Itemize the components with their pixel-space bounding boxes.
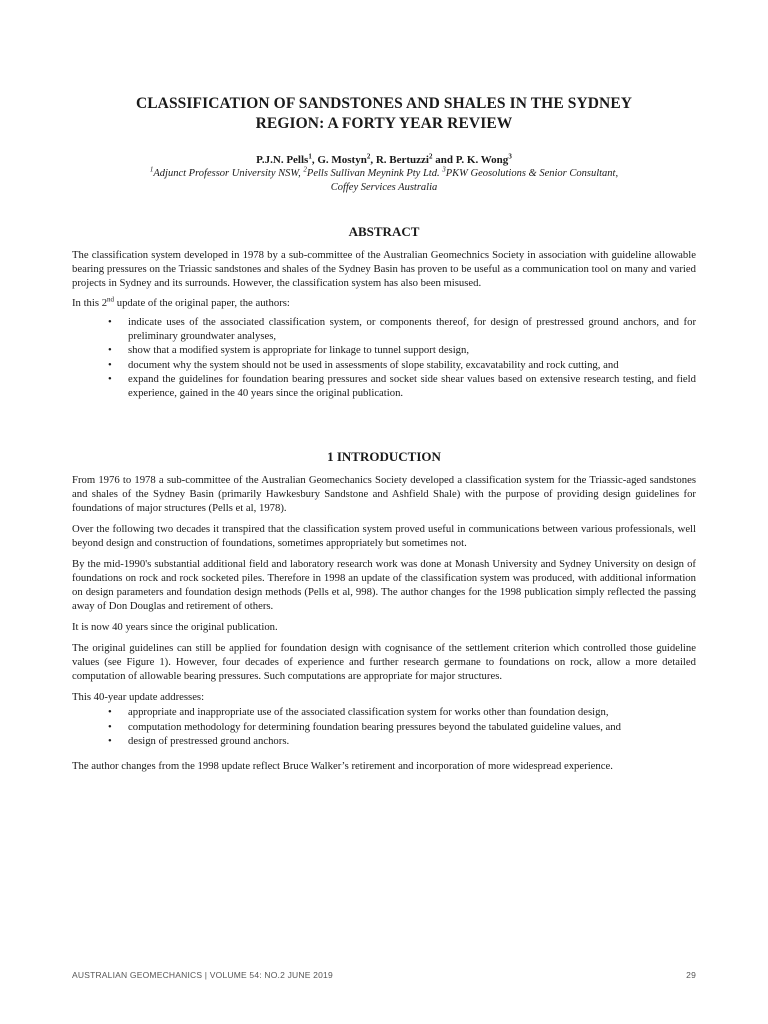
abstract-bullet-list [72, 316, 696, 400]
affiliation-line-2: Coffey Services Australia [330, 182, 438, 193]
page-number: 29 [686, 970, 696, 980]
author-1-sup: 1 [308, 152, 312, 161]
author-3: , R. Bertuzzi [370, 154, 429, 166]
paper-title [72, 94, 696, 134]
abstract-section [72, 248, 696, 401]
intro-paragraph-3: By the mid-1990's substantial additional field and laboratory research work was done at Monash University and Sydney University on design of foundations on rock and rock socketed piles. Therefore in 1998 an update of the classification system was produced, with additional information on design parameters and foundation design methods (Pells et al, 998). The author changes for the 1998 publication simply reflected the passing away of Don Douglas and retirement of others. [72, 558, 696, 612]
bullet-icon: • [108, 706, 112, 718]
journal-citation: AUSTRALIAN GEOMECHANICS | VOLUME 54: NO.2 JUNE 2019 [72, 970, 333, 980]
bullet-icon: • [108, 720, 112, 733]
page-footer [72, 970, 696, 984]
title-line-1: CLASSIFICATION OF SANDSTONES AND SHALES IN THE SYDNEY [135, 95, 633, 112]
intro-paragraph-4: It is now 40 years since the original publication. [72, 621, 278, 633]
list-item: • design of prestressed ground anchors. [108, 735, 290, 747]
intro-paragraph-5: The original guidelines can still be applied for foundation design with cognisance of the settlement criterion which controlled those guideline values (see Figure 1). However, four decades of experience and further research germane to foundations on rock, allow a more detailed computation of allowable bearing pressures. Such computations are appropriate for major structures. [72, 642, 696, 682]
author-3-sup: 2 [428, 152, 433, 161]
affil-2-sup: 2 [303, 165, 307, 174]
intro-paragraph-2: Over the following two decades it transpired that the classification system proved useful in communications between various professionals, well beyond design and construction of foundations, sometimes appropriately but sometimes not. [72, 523, 696, 549]
list-item: • document why the system should not be used in assessments of slope stability, excavatability and rock cutting, and [108, 358, 619, 371]
bullet-icon: • [108, 358, 112, 371]
list-item: • expand the guidelines for foundation bearing pressures and socket side shear values based on extensive research testing, and field experience, gained in the 40 years since the original publication. [108, 373, 696, 399]
intro-paragraph-6: This 40-year update addresses: [72, 691, 205, 703]
introduction-heading: 1 INTRODUCTION [327, 449, 441, 464]
abstract-heading: ABSTRACT [348, 224, 420, 239]
abstract-paragraph-2 [72, 296, 696, 310]
bullet-icon: • [108, 735, 112, 747]
author-list [72, 153, 696, 167]
author-2: , G. Mostyn [311, 154, 367, 166]
author-1: P.J.N. Pells [256, 154, 309, 166]
author-4: and P. K. Wong [432, 154, 509, 166]
title-line-2: REGION: A FORTY YEAR REVIEW [255, 115, 513, 132]
affil-3: PKW Geosolutions & Senior Consultant, [445, 168, 619, 179]
abstract-p2-post: update of the original paper, the authors: [114, 297, 290, 309]
list-item: • computation methodology for determining foundation bearing pressures beyond the tabulated guideline values, and [108, 720, 621, 733]
intro-paragraph-7: The author changes from the 1998 update reflect Bruce Walker’s retirement and incorporation of more widespread experience. [72, 759, 613, 772]
abstract-paragraph-1: The classification system developed in 1978 by a sub-committee of the Australian Geomechnics Society in association with guideline allowable bearing pressures on the Triassic sandstones and shales of the Sydney Basin has proven to be useful as a communication tool on many and varied projects in Sydney and its surrounds. However, the classification system has also been misused. [72, 249, 696, 289]
list-item: • indicate uses of the associated classification system, or components thereof, for design of prestressed ground anchors, and for preliminary groundwater analyses, [108, 316, 696, 342]
intro-bullet-list [72, 706, 696, 749]
affil-2: Pells Sullivan Meynink Pty Ltd. [306, 168, 443, 179]
affil-1-sup: 1 [149, 165, 154, 174]
bullet-icon: • [108, 316, 112, 328]
affil-3-sup: 3 [442, 165, 446, 174]
abstract-p2-sup: nd [107, 295, 115, 304]
introduction-section [72, 473, 696, 773]
affil-1: Adjunct Professor University NSW, [153, 168, 304, 179]
author-2-sup: 2 [366, 152, 371, 161]
bullet-icon: • [108, 373, 112, 385]
abstract-p2-pre: In this 2 [72, 297, 108, 309]
list-item: • appropriate and inappropriate use of the associated classification system for works other than foundation design, [108, 706, 609, 718]
author-4-sup: 3 [508, 152, 512, 161]
bullet-icon: • [108, 344, 112, 356]
affiliations [72, 167, 696, 195]
intro-paragraph-1: From 1976 to 1978 a sub-committee of the Australian Geomechanics Society developed a classification system for the Triassic-aged sandstones and shales of the Sydney Basin (primarily Hawkesbury Sandstone and Ashfield Shale) with the purpose of providing design guidelines for foundations of major structures (Pells et al, 1978). [72, 474, 696, 514]
list-item: • show that a modified system is appropriate for linkage to tunnel support design, [108, 344, 470, 356]
affiliation-line-1 [72, 167, 696, 181]
